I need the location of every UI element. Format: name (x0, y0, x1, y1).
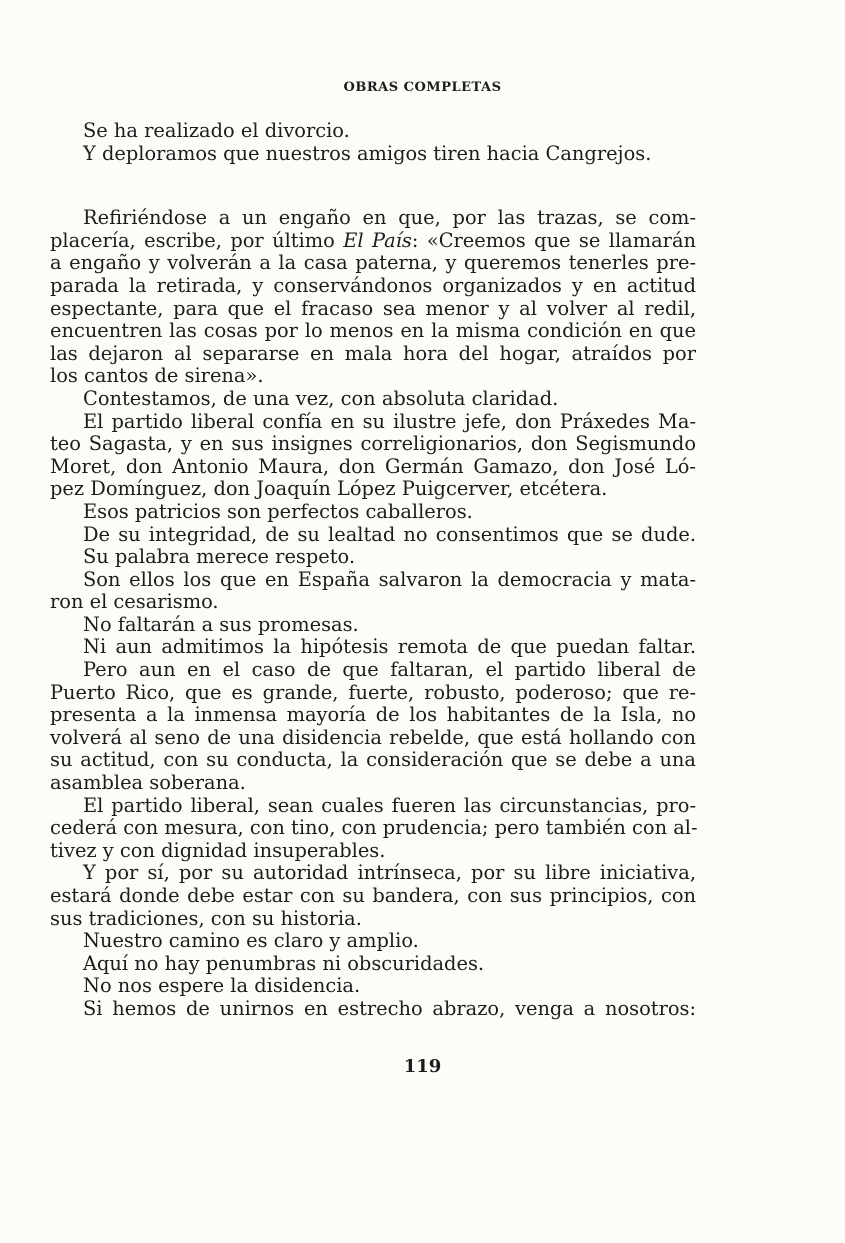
text-line: No faltarán a sus promesas. (83, 612, 359, 636)
text-line: asamblea soberana. (50, 771, 246, 795)
page-number: 119 (403, 1056, 442, 1077)
text-line: cederá con mesura, con tino, con prudencia; pero también con al- (50, 816, 698, 840)
text-line: Esos patricios son perfectos caballeros. (83, 499, 473, 523)
text-line: Pero aun en el caso de que faltaran, el partido liberal de (83, 658, 696, 682)
text-line: Son ellos los que en España salvaron la democracia y mata- (83, 567, 696, 591)
body-text (50, 120, 696, 1021)
text-line: Contestamos, de una vez, con absoluta claridad. (83, 386, 559, 410)
text-line: El partido liberal, sean cuales fueren las circunstancias, pro- (83, 793, 696, 817)
text-line: Y por sí, por su autoridad intrínseca, por su libre iniciativa, (83, 861, 696, 885)
text-line: presenta a la inmensa mayoría de los habitantes de la Isla, no (50, 703, 696, 727)
text-line: volverá al seno de una disidencia rebelde, que está hollando con (50, 725, 696, 749)
text-line: tivez y con dignidad insuperables. (50, 838, 386, 862)
newspaper-title: El País (343, 228, 412, 252)
text-line: El partido liberal confía en su ilustre jefe, don Práxedes Ma- (83, 409, 696, 433)
text-line: las dejaron al separarse en mala hora del hogar, atraídos por (50, 341, 696, 365)
text-line: parada la retirada, y conservándonos organizados y en actitud (50, 273, 696, 297)
text-line: Ni aun admitimos la hipótesis remota de que puedan faltar. (83, 635, 696, 659)
text-segment: placería, escribe, por último (50, 228, 344, 252)
text-line: Nuestro camino es claro y amplio. (83, 929, 419, 953)
text-line: Moret, don Antonio Maura, don Germán Gamazo, don José Ló- (50, 454, 696, 478)
text-line: Su palabra merece respeto. (83, 545, 356, 569)
text-line: Aquí no hay penumbras ni obscuridades. (83, 951, 485, 975)
text-line: Si hemos de unirnos en estrecho abrazo, venga a nosotros: (83, 996, 696, 1020)
running-header: OBRAS COMPLETAS (343, 80, 502, 95)
text-line: su actitud, con su conducta, la consideración que se debe a una (50, 748, 696, 772)
text-line: estará donde debe estar con su bandera, con sus principios, con (50, 884, 696, 907)
text-line: pez Domínguez, don Joaquín López Puigcerver, etcétera. (50, 477, 608, 501)
text-line: los cantos de sirena». (50, 364, 264, 388)
text-line: Se ha realizado el divorcio. (83, 119, 350, 142)
text-line: teo Sagasta, y en sus insignes correligionarios, don Segismundo (50, 432, 696, 456)
text-line: espectante, para que el fracaso sea menor y al volver al redil, (50, 296, 696, 320)
text-line: Refiriéndose a un engaño en que, por las trazas, se com- (83, 206, 696, 230)
text-line (50, 230, 696, 253)
text-line: Y deploramos que nuestros amigos tiren hacia Cangrejos. (83, 141, 652, 165)
paragraph-gap (50, 165, 696, 207)
text-segment: : «Creemos que se llamarán (411, 228, 696, 252)
text-line: No nos espere la disidencia. (83, 974, 361, 998)
text-line: Puerto Rico, que es grande, fuerte, robusto, poderoso; que re- (50, 680, 696, 704)
text-line: encuentren las cosas por lo menos en la misma condición en que (50, 319, 696, 343)
text-line: ron el cesarismo. (50, 590, 219, 614)
text-line: a engaño y volverán a la casa paterna, y queremos tenerles pre- (50, 251, 696, 275)
text-line: sus tradiciones, con su historia. (50, 906, 362, 930)
text-line: De su integridad, de su lealtad no consentimos que se dude. (83, 522, 696, 546)
